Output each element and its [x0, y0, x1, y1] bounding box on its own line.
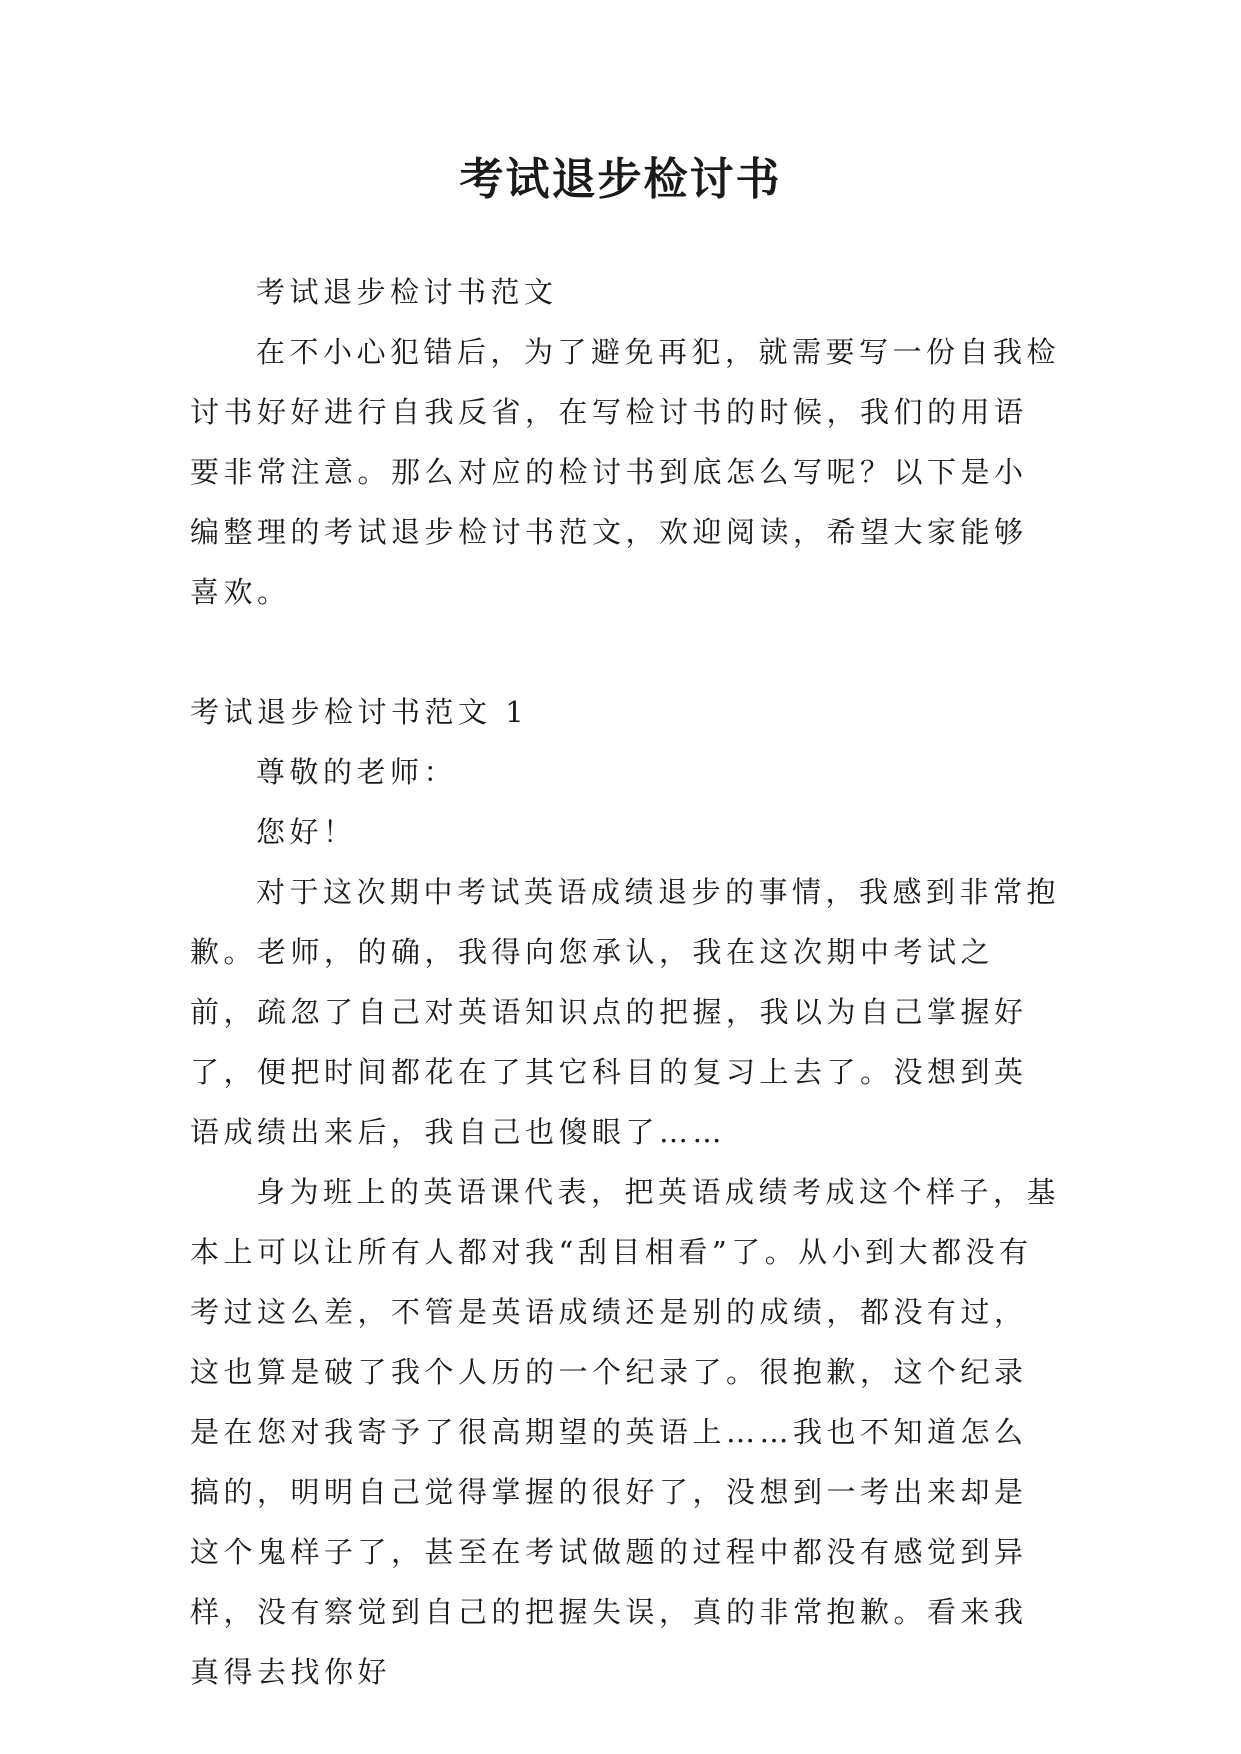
- salutation: 尊敬的老师：: [256, 755, 458, 789]
- greeting: 您好！: [256, 815, 357, 849]
- body-paragraph-2: 身为班上的英语课代表，把英语成绩考成这个样子，基本上可以让所有人都对我“刮目相看”了。从小到大都没有考过这么差，不管是英语成绩还是别的成绩，都没有过，这也算是破了我个人历的一个纪录了。很抱歉，这个纪录是在您对我寄予了很高期望的英语上……我也不知道怎么搞的，明明自己觉得掌握的很好了，没想到一考出来却是这个鬼样子了，甚至在考试做题的过程中都没有感觉到异样，没有察觉到自己的把握失误，真的非常抱歉。看来我真得去找你好: [190, 1175, 1061, 1689]
- intro-heading: 考试退步检讨书范文: [256, 275, 558, 309]
- body-paragraph-1: 对于这次期中考试英语成绩退步的事情，我感到非常抱歉。老师，的确，我得向您承认，我在这次期中考试之前，疏忽了自己对英语知识点的把握，我以为自己掌握好了，便把时间都花在了其它科目的复习上去了。没想到英语成绩出来后，我自己也傻眼了……: [190, 875, 1061, 1149]
- document-title: 考试退步检讨书: [459, 154, 782, 205]
- intro-paragraph: 在不小心犯错后，为了避免再犯，就需要写一份自我检讨书好好进行自我反省，在写检讨书的时候，我们的用语要非常注意。那么对应的检讨书到底怎么写呢？以下是小编整理的考试退步检讨书范文，欢迎阅读，希望大家能够喜欢。: [190, 335, 1061, 609]
- section-heading: 考试退步检讨书范文 1: [190, 695, 529, 729]
- document-body: [190, 262, 1060, 1702]
